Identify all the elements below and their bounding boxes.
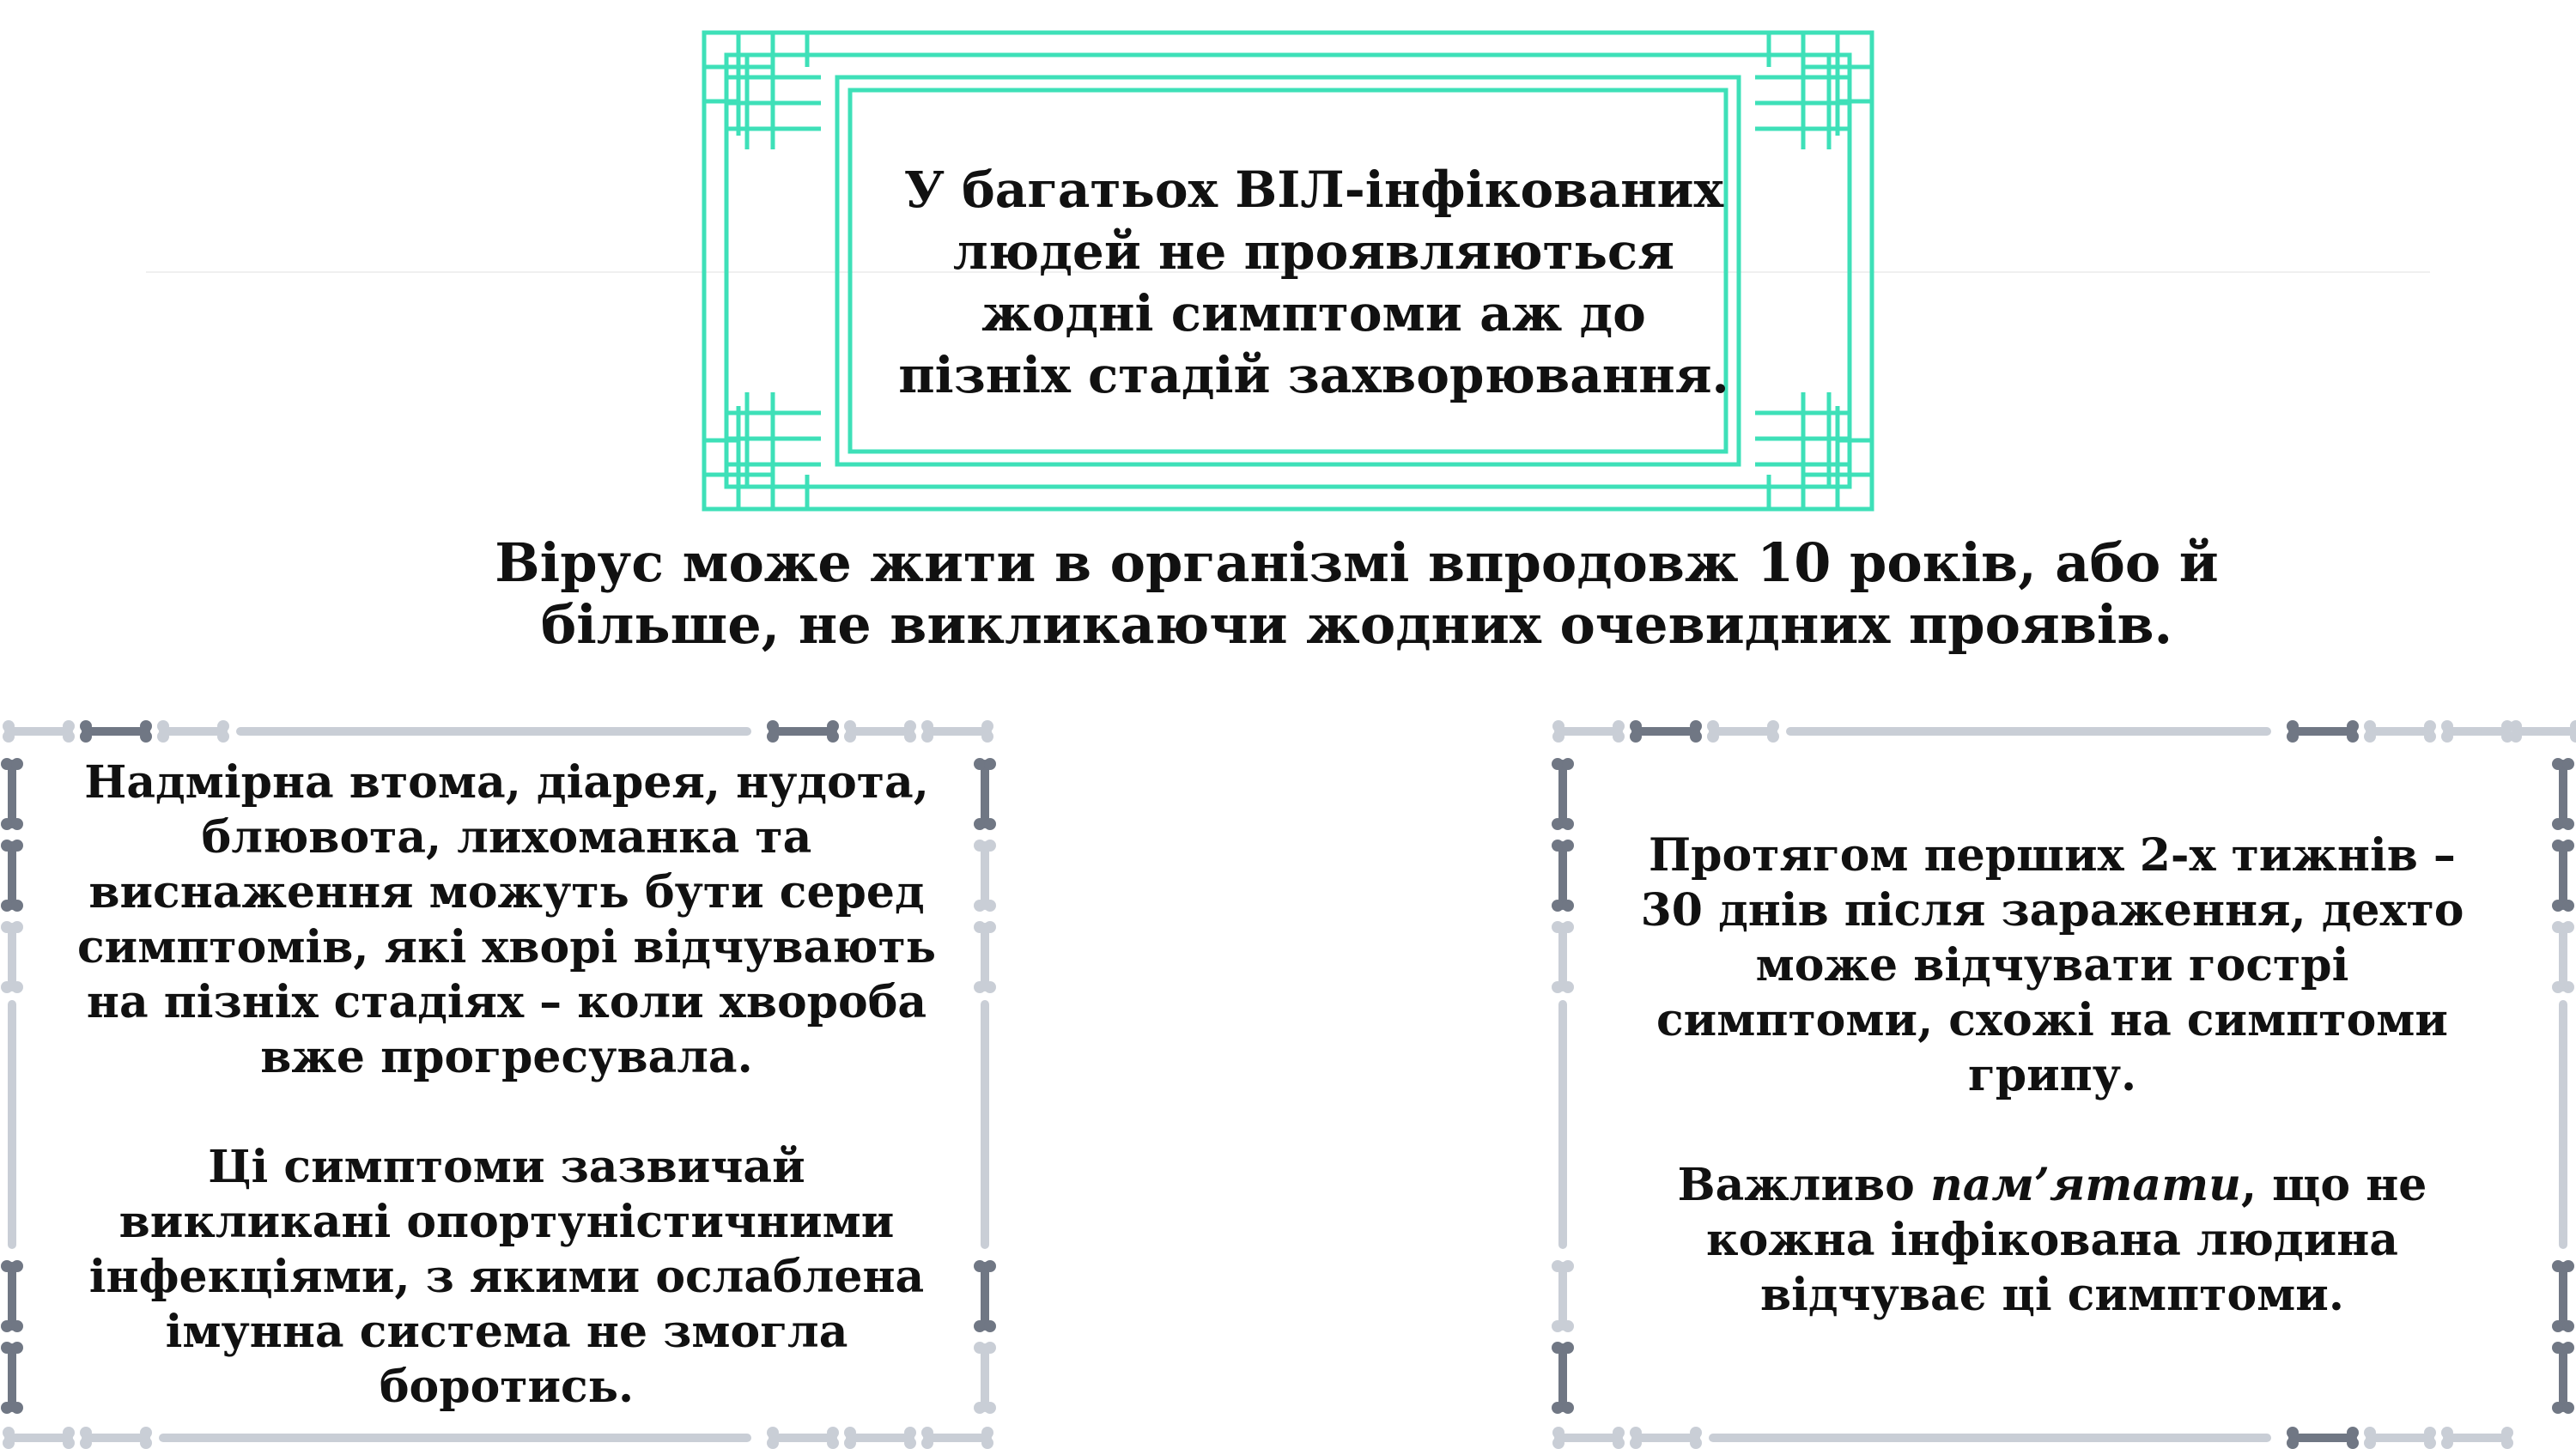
top-line-3: жодні симптоми аж до [981, 284, 1646, 343]
right-paragraph-gap [1597, 1103, 2507, 1158]
left-p2-line-1: Ці симптоми зазвичай [208, 1141, 805, 1193]
right-p1-line-3: може відчувати гострі [1755, 939, 2349, 991]
left-p2-line-3: інфекціями, з якими ослаблена [88, 1251, 925, 1303]
top-line-4: пізніх стадій захворювання. [898, 346, 1729, 404]
left-paragraph-gap [34, 1085, 979, 1140]
right-bone-right-column [2552, 758, 2574, 1414]
right-p1-line-4: симптоми, схожі на симптоми [1656, 994, 2448, 1046]
middle-line-2: більше, не викликаючи жодних очевидних проявів. [540, 593, 2173, 656]
left-p1-line-6: вже прогресувала. [260, 1031, 753, 1083]
middle-line-1: Вірус може жити в організмі впродовж 10 років, або й [495, 531, 2219, 594]
right-p2-line-1 [1597, 1158, 2507, 1213]
right-bone-bottom-row [1552, 1427, 2513, 1449]
right-p2-line-2: кожна інфікована людина [1706, 1214, 2398, 1266]
right-p2-prefix: Важливо [1677, 1159, 1930, 1211]
right-p2-emphasis: пам’ятати [1929, 1159, 2241, 1211]
left-p1-line-1: Надмірна втома, діарея, нудота, [84, 756, 929, 809]
left-p2-line-4: імунна система не змогла [165, 1306, 848, 1358]
left-p2-line-5: боротись. [379, 1361, 635, 1413]
top-box-text [859, 159, 1769, 406]
left-box-text [34, 755, 979, 1415]
left-p1-line-5: на пізніх стадіях – коли хвороба [86, 976, 927, 1028]
top-line-1: У багатьох ВІЛ-інфікованих [903, 161, 1724, 219]
top-line-2: людей не проявляються [952, 222, 1675, 281]
right-p2-line-3: відчуває ці симптоми. [1760, 1269, 2344, 1321]
left-p1-line-3: виснаження можуть бути серед [88, 866, 925, 919]
right-p1-line-1: Протягом перших 2-х тижнів – [1649, 829, 2456, 882]
left-p2-line-2: викликані опортуністичними [118, 1196, 895, 1248]
left-p1-line-4: симптомів, які хворі відчувають [76, 921, 937, 973]
right-p2-suffix: , що не [2240, 1159, 2427, 1211]
left-p1-line-2: блювота, лихоманка та [201, 811, 812, 864]
left-bone-left-column [1, 758, 23, 1414]
right-bone-left-column [1552, 758, 1574, 1414]
middle-statement [369, 532, 2344, 656]
right-p1-line-2: 30 днів після зараження, дехто [1640, 884, 2464, 937]
right-bone-top-row [1552, 720, 2576, 743]
left-bone-top-row [3, 720, 993, 743]
right-p1-line-5: грипу. [1967, 1049, 2137, 1101]
left-bone-bottom-row [3, 1427, 993, 1449]
right-box-text [1597, 828, 2507, 1323]
